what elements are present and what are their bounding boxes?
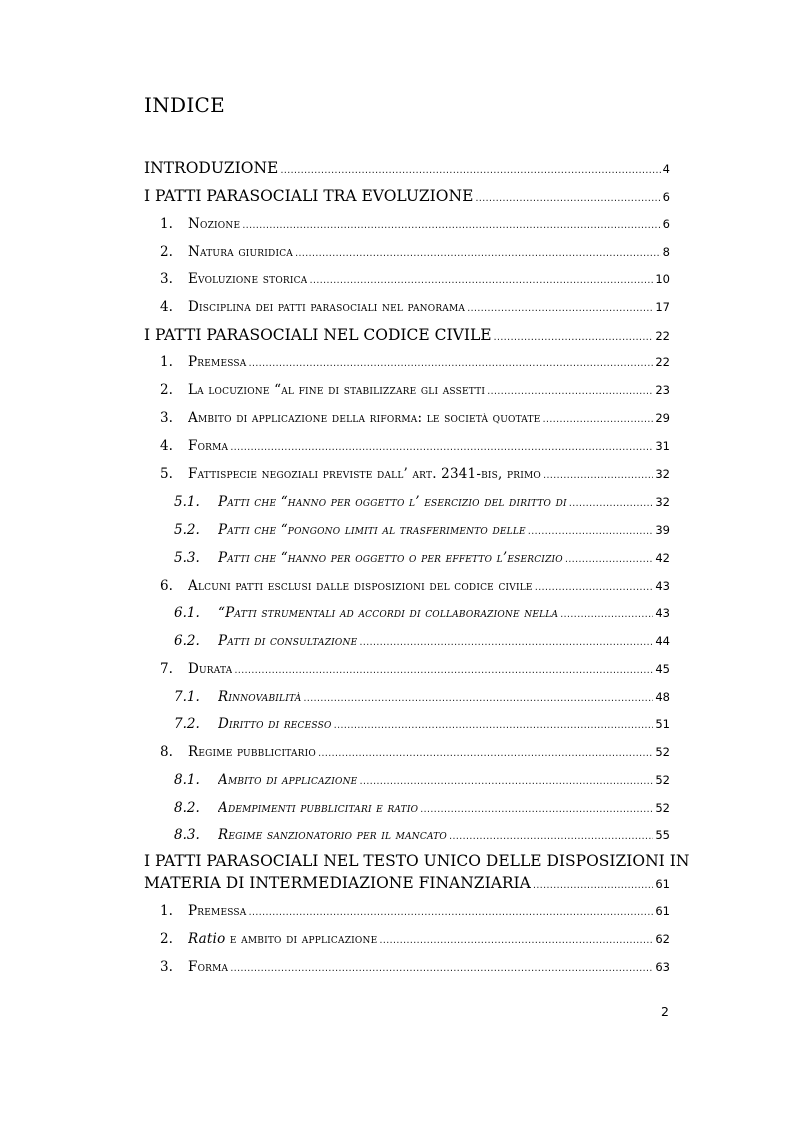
toc-entry-number: 3. — [160, 271, 173, 287]
toc-entry-text: I PATTI PARASOCIALI NEL CODICE CIVILE — [144, 326, 492, 344]
leader-dots — [565, 554, 654, 565]
toc-entry-text: Alcuni patti esclusi dalle disposizioni del codice civile — [188, 578, 533, 594]
leader-dots — [359, 637, 653, 648]
toc-entry-text: Rinnovabilità — [218, 689, 302, 705]
leader-dots — [379, 935, 653, 946]
toc-entry-text-italic: Ratio — [188, 931, 226, 947]
toc-page-number: 6 — [662, 190, 670, 204]
leader-dots — [234, 665, 653, 676]
toc-entry-number: 7. — [160, 661, 173, 677]
toc-entry-text: Forma — [188, 438, 229, 454]
toc-entry[interactable] — [144, 438, 670, 454]
toc-entry-number: 6.1. — [174, 605, 200, 621]
toc-entry[interactable] — [144, 931, 670, 947]
toc-entry[interactable] — [144, 852, 690, 892]
toc-entry-text: Ambito di applicazione della riforma: le società quotate — [188, 410, 541, 426]
toc-entry-number: 8.2. — [174, 800, 200, 816]
toc-entry-number: 1. — [160, 903, 173, 919]
toc-entry-number: 3. — [160, 959, 173, 975]
toc-page-number: 44 — [655, 634, 670, 648]
toc-entry[interactable] — [144, 466, 670, 482]
toc-entry-text: Regime pubblicitario — [188, 744, 316, 760]
leader-dots — [359, 776, 653, 787]
toc-entry-line2 — [144, 874, 670, 892]
toc-page-number: 52 — [655, 745, 670, 759]
toc-entry[interactable] — [144, 354, 670, 370]
toc-entry-number: 3. — [160, 410, 173, 426]
toc-entry-number: 5.1. — [174, 494, 200, 510]
toc-entry-text: Nozione — [188, 216, 241, 232]
toc-entry-number: 1. — [160, 354, 173, 370]
toc-entry-number: 8.3. — [174, 827, 200, 843]
toc-entry-text: Premessa — [188, 903, 247, 919]
toc-entry[interactable] — [144, 716, 670, 732]
leader-dots — [280, 165, 660, 176]
toc-entry[interactable] — [144, 326, 670, 344]
leader-dots — [560, 609, 653, 620]
toc-entry[interactable] — [144, 410, 670, 426]
leader-dots — [334, 720, 654, 731]
toc-page-number: 32 — [655, 467, 670, 481]
toc-entry-number: 6.2. — [174, 633, 200, 649]
toc-entry[interactable] — [144, 550, 670, 566]
toc-entry-text-line2: MATERIA DI INTERMEDIAZIONE FINANZIARIA — [144, 874, 531, 892]
toc-entry[interactable] — [144, 827, 670, 843]
toc-entry[interactable] — [144, 605, 670, 621]
toc-entry-text: Durata — [188, 661, 233, 677]
toc-entry-text: Adempimenti pubblicitari e ratio — [218, 800, 419, 816]
toc-entry[interactable] — [144, 959, 670, 975]
toc-entry-text: Evoluzione storica — [188, 271, 308, 287]
leader-dots — [318, 748, 653, 759]
leader-dots — [295, 248, 661, 259]
toc-entry-number: 7.1. — [174, 689, 200, 705]
leader-dots — [249, 358, 654, 369]
toc-entry-text-rest: e ambito di applicazione — [225, 931, 378, 947]
toc-page-number: 10 — [655, 272, 670, 286]
toc-page-number: 61 — [655, 877, 670, 891]
leader-dots — [569, 498, 654, 509]
toc-page-number: 39 — [655, 523, 670, 537]
toc-page-number: 4 — [662, 162, 670, 176]
toc-page-number: 62 — [655, 932, 670, 946]
toc-page-number: 61 — [655, 904, 670, 918]
toc-entry-number: 4. — [160, 438, 173, 454]
toc-entry-number: 6. — [160, 578, 173, 594]
toc-entry[interactable] — [144, 689, 670, 705]
toc-page-number: 31 — [655, 439, 670, 453]
toc-entry-text: “Patti strumentali ad accordi di collaborazione nella — [218, 605, 559, 621]
leader-dots — [420, 804, 653, 815]
toc-page-number: 23 — [655, 383, 670, 397]
leader-dots — [475, 193, 660, 204]
leader-dots — [494, 332, 654, 343]
leader-dots — [467, 303, 653, 314]
toc-entry[interactable] — [144, 578, 670, 594]
toc-entry[interactable] — [144, 187, 670, 205]
toc-entry[interactable] — [144, 216, 670, 232]
toc-entry-number: 7.2. — [174, 716, 200, 732]
leader-dots — [543, 470, 653, 481]
page-title: INDICE — [144, 93, 226, 117]
toc-entry-text: Patti che “pongono limiti al trasferimento delle — [218, 522, 526, 538]
toc-entry[interactable] — [144, 494, 670, 510]
toc-entry-text-line1: I PATTI PARASOCIALI NEL TESTO UNICO DELLE DISPOSIZIONI IN — [144, 852, 690, 870]
toc-page-number: 43 — [655, 579, 670, 593]
toc-entry-text: Premessa — [188, 354, 247, 370]
toc-entry-number: 8. — [160, 744, 173, 760]
toc-page-number: 6 — [662, 217, 670, 231]
leader-dots — [309, 275, 653, 286]
toc-entry[interactable] — [144, 800, 670, 816]
toc-entry-text: Regime sanzionatorio per il mancato — [218, 827, 447, 843]
toc-entry-text: INTRODUZIONE — [144, 159, 279, 177]
toc-entry[interactable] — [144, 382, 670, 398]
toc-page-number: 52 — [655, 801, 670, 815]
toc-entry[interactable] — [144, 633, 670, 649]
toc-page-number: 22 — [655, 355, 670, 369]
leader-dots — [230, 963, 653, 974]
leader-dots — [249, 907, 654, 918]
toc-entry-text — [188, 931, 377, 947]
toc-page-number: 55 — [655, 828, 670, 842]
leader-dots — [533, 880, 653, 891]
leader-dots — [303, 693, 653, 704]
toc-entry-number: 5.2. — [174, 522, 200, 538]
toc-entry-text: Patti che “hanno per oggetto l’ esercizio del diritto di — [218, 494, 567, 510]
leader-dots — [535, 582, 654, 593]
toc-entry-number: 1. — [160, 216, 173, 232]
toc-entry[interactable] — [144, 271, 670, 287]
leader-dots — [487, 386, 653, 397]
toc-page-number: 45 — [655, 662, 670, 676]
toc-page-number: 32 — [655, 495, 670, 509]
toc-entry[interactable] — [144, 744, 670, 760]
toc-entry-text: Diritto di recesso — [218, 716, 332, 732]
toc-page-number: 8 — [662, 245, 670, 259]
toc-entry-text: Patti che “hanno per oggetto o per effetto l’esercizio — [218, 550, 563, 566]
toc-entry[interactable] — [144, 903, 670, 919]
leader-dots — [542, 414, 653, 425]
toc-page-number: 48 — [655, 690, 670, 704]
toc-entry-text: Fattispecie negoziali previste dall’ art. 2341-bis, primo — [188, 466, 541, 482]
toc-entry[interactable] — [144, 522, 670, 538]
toc-entry-number: 5.3. — [174, 550, 200, 566]
toc-entry-number: 8.1. — [174, 772, 200, 788]
toc-entry[interactable] — [144, 244, 670, 260]
toc-entry[interactable] — [144, 299, 670, 315]
toc-entry-text: I PATTI PARASOCIALI TRA EVOLUZIONE — [144, 187, 474, 205]
toc-entry-number: 4. — [160, 299, 173, 315]
toc-page-number: 42 — [655, 551, 670, 565]
toc-page-number: 51 — [655, 717, 670, 731]
toc-entry[interactable] — [144, 772, 670, 788]
toc-entry-text: Ambito di applicazione — [218, 772, 358, 788]
toc-entry-number: 2. — [160, 931, 173, 947]
leader-dots — [230, 442, 653, 453]
toc-entry-text: Natura giuridica — [188, 244, 293, 260]
toc-entry-number: 2. — [160, 382, 173, 398]
toc-page-number: 29 — [655, 411, 670, 425]
leader-dots — [449, 831, 653, 842]
toc-page-number: 43 — [655, 606, 670, 620]
toc-entry[interactable] — [144, 159, 670, 177]
toc-entry-number: 5. — [160, 466, 173, 482]
toc-entry-number: 2. — [160, 244, 173, 260]
toc-page-number: 17 — [655, 300, 670, 314]
page-number: 2 — [661, 1004, 669, 1019]
leader-dots — [242, 220, 660, 231]
leader-dots — [528, 526, 654, 537]
toc-entry-text: La locuzione “al fine di stabilizzare gli assetti — [188, 382, 486, 398]
toc-entry[interactable] — [144, 661, 670, 677]
toc-page-number: 63 — [655, 960, 670, 974]
toc-entry-text: Disciplina dei patti parasociali nel panorama — [188, 299, 466, 315]
toc-entry-text: Patti di consultazione — [218, 633, 358, 649]
toc-entry-text: Forma — [188, 959, 229, 975]
toc-page-number: 52 — [655, 773, 670, 787]
toc-page-number: 22 — [655, 329, 670, 343]
